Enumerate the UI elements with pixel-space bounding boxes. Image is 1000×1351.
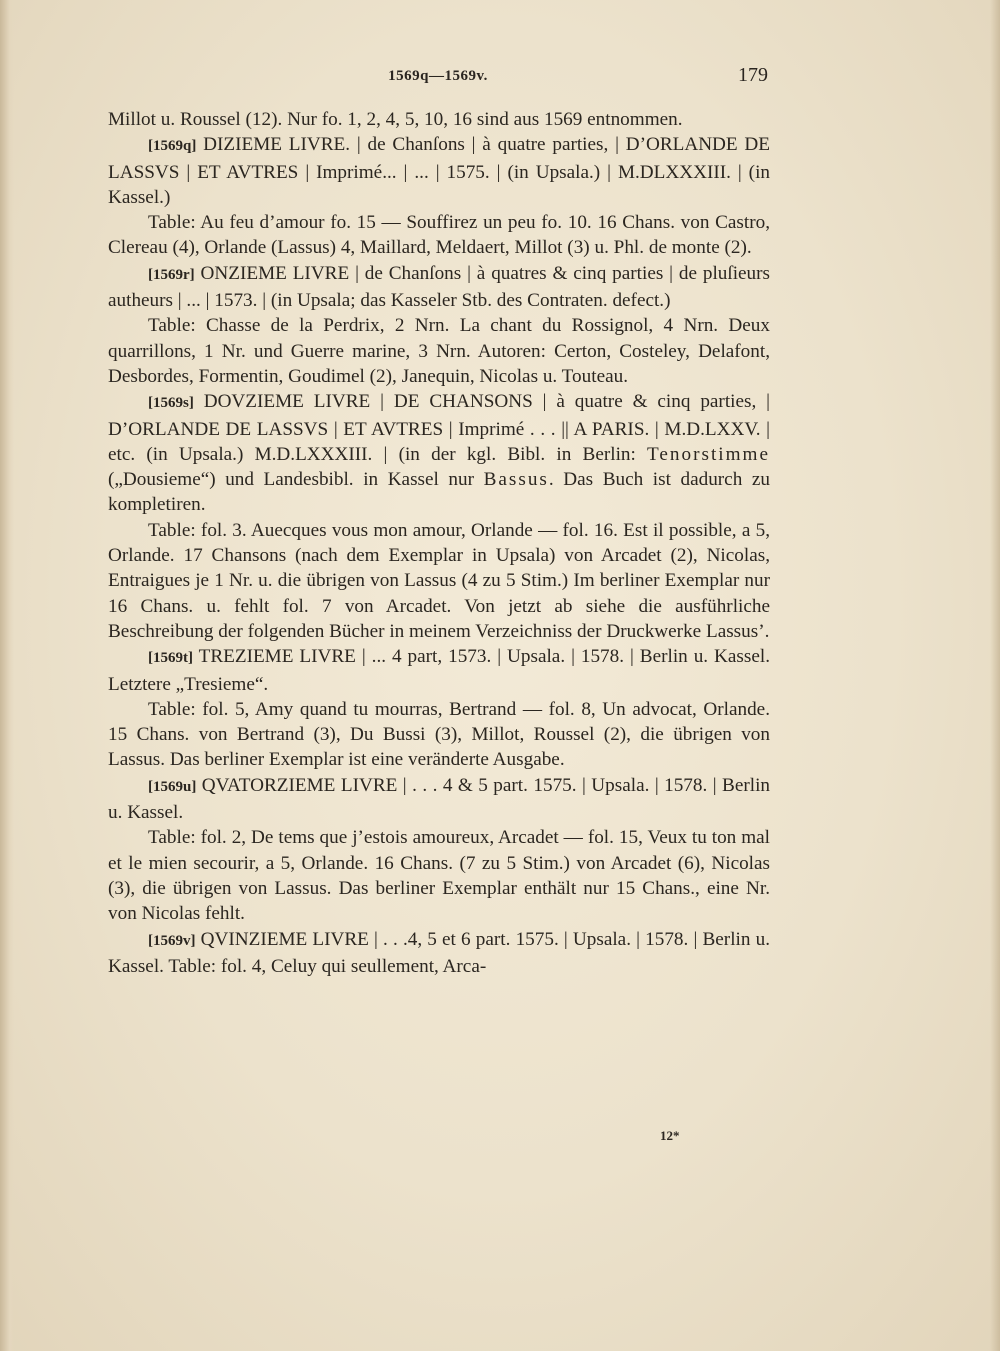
table-note-1569s (108, 518, 770, 644)
entry-text: TREZIEME LIVRE | ... 4 part, 1573. | Upsala. | 1578. | Berlin u. Kassel. Letztere „Tresieme“. (108, 646, 770, 695)
spaced-term: Bassus (483, 469, 549, 491)
paragraph-text: Millot u. Roussel (12). Nur fo. 1, 2, 4, 5, 10, 16 sind aus 1569 entnommen. (108, 109, 683, 130)
page-header (108, 64, 768, 90)
page-number: 179 (738, 64, 768, 86)
entry-signature: [1569s] (148, 395, 194, 412)
entry-1569q (108, 132, 770, 210)
entry-1569u (108, 773, 770, 826)
page-binding-shadow (0, 0, 14, 1351)
table-note-1569q (108, 210, 770, 261)
signature-mark: 12* (660, 1128, 680, 1143)
paragraph-text: Table: Chasse de la Perdrix, 2 Nrn. La chant du Rossignol, 4 Nrn. Deux quarrillons, 1 Nr. und Guerre marine, 3 Nrn. Autoren: Certon, Costeley, Delafont, Desbordes, Formentin, Goudimel (2), Janequin, Nicolas u. Touteau. (108, 315, 770, 387)
table-note-1569t (108, 697, 770, 773)
entry-signature: [1569q] (148, 138, 197, 155)
entry-signature: [1569r] (148, 266, 195, 283)
paragraph-text: Table: fol. 5, Amy quand tu mourras, Bertrand — fol. 8, Un advocat, Orlande. 15 Chans. von Bertrand (3), Du Bussi (3), Millot, Roussel (2), die übrigen von Lassus. Das berliner Exemplar ist eine veränderte Ausgabe. (108, 698, 770, 771)
entry-text: ONZIEME LIVRE | de Chanſons | à quatres & cinq parties | de pluſieurs autheurs | ... | 1573. | (in Upsala; das Kasseler Stb. des Contraten. defect.) (108, 262, 770, 312)
paragraph-text: Table: Au feu d’amour fo. 15 — Souffirez un peu fo. 10. 16 Chans. von Castro, Clereau (4), Orlande (Lassus) 4, Maillard, Meldaert, Millot (3) u. Phl. de monte (2). (108, 212, 770, 259)
table-note-1569r (108, 313, 770, 389)
entry-text: („Dousieme“) und Landesbibl. in Kassel nur (108, 469, 484, 491)
paragraph-continuation (108, 107, 770, 132)
entry-signature: [1569t] (148, 650, 193, 667)
entry-text: DOVZIEME LIVRE | DE CHANSONS | à quatre & cinq parties, | D’ORLANDE DE LASSVS | ET AVTRES | Imprimé . . . || A PARIS. | M.D.LXXV. | etc. (in Upsala.) M.D.LXXXIII. | (in der kgl. Bibl. in Berlin: (108, 391, 770, 465)
spaced-term: Tenorstimme (647, 443, 770, 465)
running-head: 1569q—1569v. (388, 68, 488, 84)
entry-signature: [1569u] (148, 778, 197, 795)
entry-1569v (108, 927, 770, 980)
entry-1569t (108, 644, 770, 697)
entry-text: QVATORZIEME LIVRE | . . . 4 & 5 part. 1575. | Upsala. | 1578. | Berlin u. Kassel. (108, 774, 770, 824)
paragraph-text: Table: fol. 2, De tems que j’estois amoureux, Arcadet — fol. 15, Veux tu ton mal et le mien secourir, a 5, Orlande. 16 Chans. (7 zu 5 Stim.) von Arcadet (6), Nicolas (3), die übrigen von Lassus. Das berliner Exemplar enthält nur 15 Chans., eine Nr. von Nicolas fehlt. (108, 827, 770, 925)
entry-signature: [1569v] (148, 932, 196, 949)
entry-text: QVINZIEME LIVRE | . . .4, 5 et 6 part. 1575. | Upsala. | 1578. | Berlin u. Kassel. Table: fol. 4, Celuy qui seullement, Arca- (108, 928, 770, 977)
table-note-1569u (108, 825, 770, 926)
page-edge-shadow (990, 0, 1000, 1351)
entry-1569r (108, 261, 770, 314)
entry-1569s (108, 389, 770, 517)
entry-text: DIZIEME LIVRE. | de Chanſons | à quatre parties, | D’ORLANDE DE LASSVS | ET AVTRES | Imprimé... | ... | 1575. | (in Upsala.) | M.DLXXXIII. | (in Kassel.) (108, 134, 770, 208)
entry-text: . Das Buch ist dadurch zu kompletiren. (108, 469, 770, 516)
paragraph-text: Table: fol. 3. Auecques vous mon amour, Orlande — fol. 16. Est il possible, a 5, Orlande. 17 Chansons (nach dem Exemplar in Upsala) von Arcadet (2), Nicolas, Entraigues je 1 Nr. u. die übrigen von Lassus (4 zu 5 Stim.) Im berliner Exemplar nur 16 Chans. u. fehlt fol. 7 von Arcadet. Von jetzt ab siehe die ausführliche Beschreibung der folgenden Bücher in meinem Verzeichniss der Druckwerke Lassus’. (108, 519, 770, 642)
body-text (108, 107, 770, 979)
